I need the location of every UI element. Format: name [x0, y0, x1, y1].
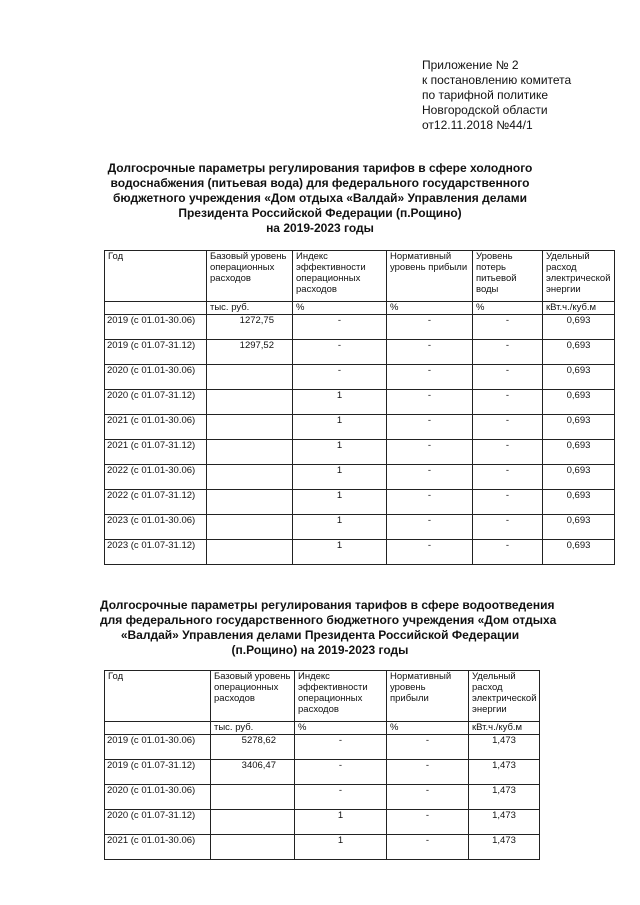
- efficiency-index-cell: 1: [293, 540, 387, 565]
- column-header: Нормативный уровень прибыли: [387, 671, 469, 722]
- column-header: Индекс эффективности операционных расходов: [295, 671, 387, 722]
- table-row: [105, 415, 615, 440]
- profit-level-cell: -: [387, 390, 473, 415]
- year-cell: 2021 (с 01.01-30.06): [105, 835, 211, 860]
- column-header: Нормативный уровень прибыли: [387, 251, 473, 302]
- efficiency-index-cell: -: [293, 365, 387, 390]
- year-cell: 2021 (с 01.01-30.06): [105, 415, 207, 440]
- efficiency-index-cell: -: [295, 735, 387, 760]
- energy-use-cell: 0,693: [543, 365, 615, 390]
- energy-use-cell: 1,473: [469, 735, 540, 760]
- efficiency-index-cell: 1: [295, 810, 387, 835]
- profit-level-cell: -: [387, 440, 473, 465]
- base-opex-cell: 1297,52: [207, 340, 293, 365]
- profit-level-cell: -: [387, 760, 469, 785]
- water-losses-cell: -: [473, 390, 543, 415]
- table-units-row: [105, 302, 615, 315]
- energy-use-cell: 1,473: [469, 785, 540, 810]
- water-supply-table: [104, 250, 615, 565]
- table-row: [105, 835, 540, 860]
- unit-cell: тыс. руб.: [211, 722, 295, 735]
- base-opex-cell: 1272,75: [207, 315, 293, 340]
- efficiency-index-cell: 1: [293, 390, 387, 415]
- base-opex-cell: [207, 365, 293, 390]
- table-row: [105, 465, 615, 490]
- profit-level-cell: -: [387, 835, 469, 860]
- base-opex-cell: [207, 465, 293, 490]
- profit-level-cell: -: [387, 415, 473, 440]
- appendix-line: по тарифной политике: [422, 88, 548, 102]
- title-line: для федерального государственного бюджетного учреждения «Дом отдыха: [100, 613, 557, 627]
- column-header: Базовый уровень операционных расходов: [211, 671, 295, 722]
- year-cell: 2022 (с 01.07-31.12): [105, 490, 207, 515]
- base-opex-cell: [207, 415, 293, 440]
- appendix-line: Новгородской области: [422, 103, 548, 117]
- base-opex-cell: [211, 835, 295, 860]
- title-line: Долгосрочные параметры регулирования тарифов в сфере водоотведения: [100, 598, 555, 612]
- efficiency-index-cell: 1: [293, 415, 387, 440]
- energy-use-cell: 0,693: [543, 415, 615, 440]
- table-row: [105, 810, 540, 835]
- year-cell: 2021 (с 01.07-31.12): [105, 440, 207, 465]
- wastewater-table: [104, 670, 540, 860]
- year-cell: 2020 (с 01.07-31.12): [105, 390, 207, 415]
- appendix-reference: [422, 58, 622, 133]
- profit-level-cell: -: [387, 540, 473, 565]
- water-losses-cell: -: [473, 515, 543, 540]
- year-cell: 2022 (с 01.01-30.06): [105, 465, 207, 490]
- energy-use-cell: 0,693: [543, 540, 615, 565]
- water-losses-cell: -: [473, 540, 543, 565]
- profit-level-cell: -: [387, 465, 473, 490]
- appendix-line: от12.11.2018 №44/1: [422, 118, 533, 132]
- efficiency-index-cell: 1: [293, 465, 387, 490]
- base-opex-cell: [207, 540, 293, 565]
- section2-title: [100, 598, 557, 658]
- water-losses-cell: -: [473, 340, 543, 365]
- efficiency-index-cell: 1: [293, 515, 387, 540]
- table-row: [105, 735, 540, 760]
- title-line: «Валдай» Управления делами Президента Российской Федерации: [120, 628, 520, 642]
- energy-use-cell: 1,473: [469, 835, 540, 860]
- title-line: на 2019-2023 годы: [266, 221, 374, 235]
- title-line: Долгосрочные параметры регулирования тарифов в сфере холодного: [107, 161, 533, 175]
- unit-cell: кВт.ч./куб.м: [543, 302, 615, 315]
- base-opex-cell: [211, 785, 295, 810]
- year-cell: 2020 (с 01.07-31.12): [105, 810, 211, 835]
- energy-use-cell: 1,473: [469, 760, 540, 785]
- water-losses-cell: -: [473, 440, 543, 465]
- efficiency-index-cell: -: [293, 315, 387, 340]
- profit-level-cell: -: [387, 515, 473, 540]
- table-row: [105, 365, 615, 390]
- energy-use-cell: 0,693: [543, 390, 615, 415]
- year-cell: 2019 (с 01.07-31.12): [105, 340, 207, 365]
- profit-level-cell: -: [387, 785, 469, 810]
- efficiency-index-cell: -: [295, 760, 387, 785]
- profit-level-cell: -: [387, 735, 469, 760]
- profit-level-cell: -: [387, 810, 469, 835]
- unit-cell: %: [473, 302, 543, 315]
- energy-use-cell: 0,693: [543, 465, 615, 490]
- base-opex-cell: [211, 810, 295, 835]
- table-row: [105, 440, 615, 465]
- base-opex-cell: [207, 440, 293, 465]
- column-header: Год: [105, 671, 211, 722]
- efficiency-index-cell: 1: [293, 490, 387, 515]
- efficiency-index-cell: -: [295, 785, 387, 810]
- title-line: (п.Рощино) на 2019-2023 годы: [231, 643, 409, 657]
- unit-cell: %: [387, 722, 469, 735]
- energy-use-cell: 0,693: [543, 440, 615, 465]
- table-row: [105, 760, 540, 785]
- year-cell: 2019 (с 01.01-30.06): [105, 315, 207, 340]
- base-opex-cell: [207, 490, 293, 515]
- appendix-line: Приложение № 2: [422, 58, 519, 72]
- base-opex-cell: 3406,47: [211, 760, 295, 785]
- unit-cell: кВт.ч./куб.м: [469, 722, 540, 735]
- water-losses-cell: -: [473, 365, 543, 390]
- efficiency-index-cell: 1: [293, 440, 387, 465]
- title-line: Президента Российской Федерации (п.Рощино): [178, 206, 462, 220]
- table-units-row: [105, 722, 540, 735]
- column-header: Год: [105, 251, 207, 302]
- table-row: [105, 490, 615, 515]
- table-row: [105, 390, 615, 415]
- table-row: [105, 785, 540, 810]
- year-cell: 2023 (с 01.07-31.12): [105, 540, 207, 565]
- water-losses-cell: -: [473, 465, 543, 490]
- column-header: Удельный расход электрической энергии: [469, 671, 540, 722]
- energy-use-cell: 0,693: [543, 515, 615, 540]
- year-cell: 2020 (с 01.01-30.06): [105, 365, 207, 390]
- table-row: [105, 340, 615, 365]
- table-header-row: [105, 671, 540, 722]
- profit-level-cell: -: [387, 315, 473, 340]
- year-cell: 2019 (с 01.07-31.12): [105, 760, 211, 785]
- year-cell: 2023 (с 01.01-30.06): [105, 515, 207, 540]
- appendix-line: к постановлению комитета: [422, 73, 572, 87]
- water-losses-cell: -: [473, 490, 543, 515]
- title-line: бюджетного учреждения «Дом отдыха «Валдай» Управления делами: [113, 191, 527, 205]
- unit-cell: %: [293, 302, 387, 315]
- unit-cell: %: [295, 722, 387, 735]
- water-losses-cell: -: [473, 415, 543, 440]
- unit-cell: тыс. руб.: [207, 302, 293, 315]
- table-header-row: [105, 251, 615, 302]
- year-cell: 2020 (с 01.01-30.06): [105, 785, 211, 810]
- energy-use-cell: 0,693: [543, 340, 615, 365]
- year-cell: 2019 (с 01.01-30.06): [105, 735, 211, 760]
- profit-level-cell: -: [387, 340, 473, 365]
- table-row: [105, 540, 615, 565]
- column-header: Базовый уровень операционных расходов: [207, 251, 293, 302]
- base-opex-cell: 5278,62: [211, 735, 295, 760]
- energy-use-cell: 0,693: [543, 490, 615, 515]
- profit-level-cell: -: [387, 490, 473, 515]
- water-losses-cell: -: [473, 315, 543, 340]
- table-row: [105, 515, 615, 540]
- base-opex-cell: [207, 515, 293, 540]
- base-opex-cell: [207, 390, 293, 415]
- efficiency-index-cell: 1: [295, 835, 387, 860]
- column-header: Удельный расход электрической энергии: [543, 251, 615, 302]
- column-header: Уровень потерь питьевой воды: [473, 251, 543, 302]
- column-header: Индекс эффективности операционных расходов: [293, 251, 387, 302]
- table-row: [105, 315, 615, 340]
- unit-cell: [105, 302, 207, 315]
- section1-title: [100, 161, 540, 236]
- unit-cell: %: [387, 302, 473, 315]
- profit-level-cell: -: [387, 365, 473, 390]
- energy-use-cell: 0,693: [543, 315, 615, 340]
- efficiency-index-cell: -: [293, 340, 387, 365]
- energy-use-cell: 1,473: [469, 810, 540, 835]
- title-line: водоснабжения (питьевая вода) для федерального государственного: [110, 176, 530, 190]
- unit-cell: [105, 722, 211, 735]
